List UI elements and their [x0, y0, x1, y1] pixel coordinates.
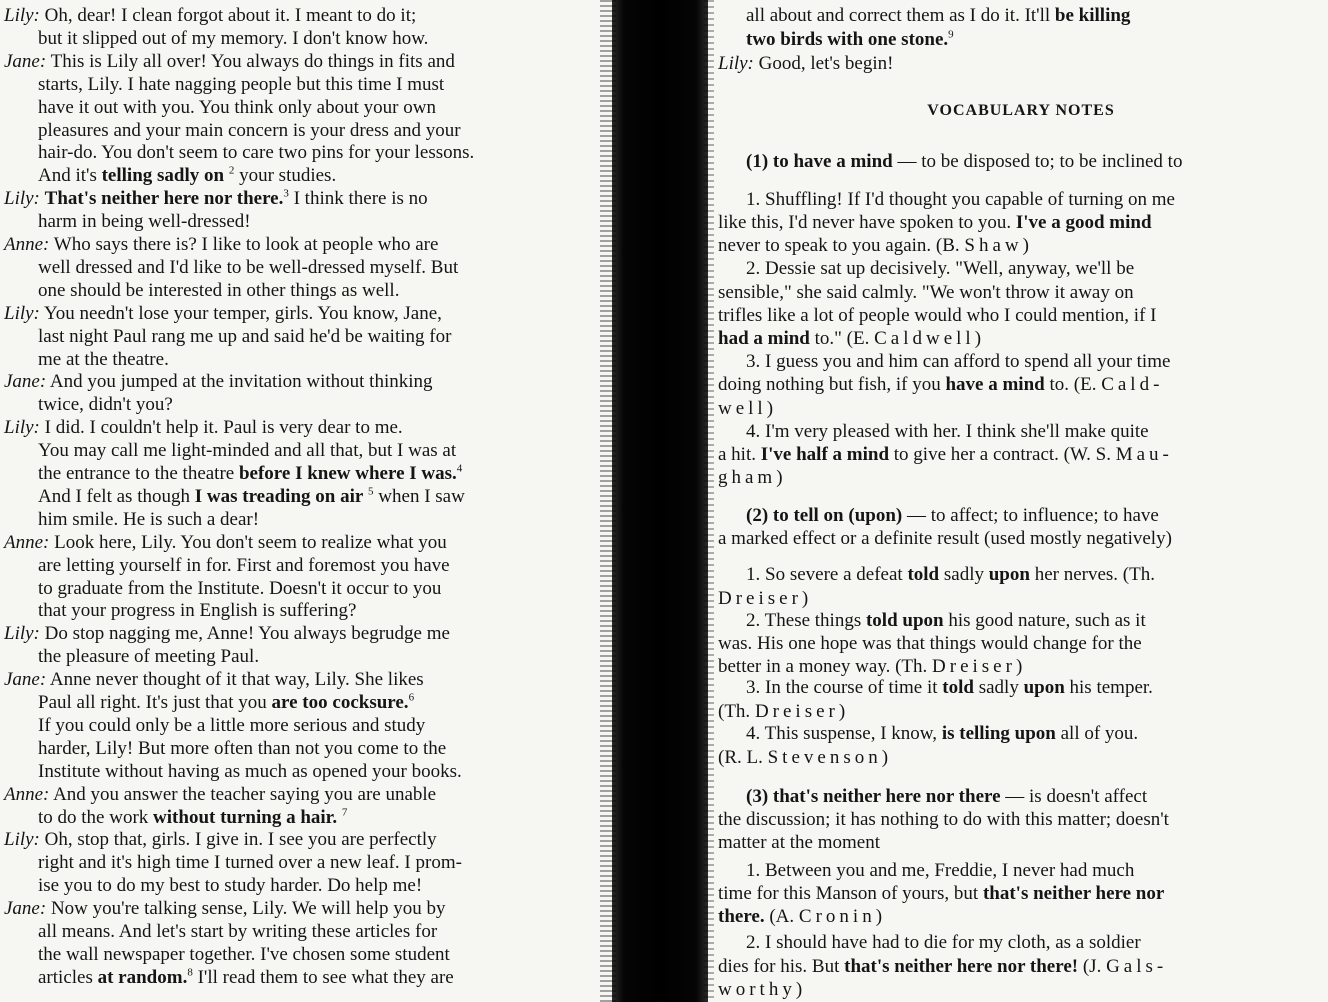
text-run: Caldwell: [874, 328, 975, 349]
text-run: right and it's high time I turned over a new leaf. I prom-: [38, 852, 462, 874]
dialogue-line: [38, 760, 616, 783]
dialogue-line: [38, 714, 616, 737]
text-run: 4. This suspense, I know,: [746, 723, 942, 744]
text-run: the entrance to the theatre: [38, 463, 239, 484]
text-line: [746, 350, 1326, 373]
text-line: [718, 587, 1324, 610]
vocab-phrase: have a mind: [945, 374, 1045, 395]
vocab-phrase: two birds with one stone.: [746, 29, 949, 50]
vocab-phrase: (2) to tell on (upon): [746, 505, 903, 526]
text-run: his temper.: [1064, 677, 1153, 698]
text-run: Paul all right. It's just that you: [38, 692, 272, 713]
speaker-name: Lily:: [4, 417, 40, 439]
dialogue-line: [38, 851, 616, 874]
text-line: [718, 882, 1324, 905]
text-line: [746, 257, 1326, 280]
text-run: (Th.: [718, 701, 755, 722]
speaker-name: Anne:: [4, 234, 50, 255]
speaker-name: Lily:: [718, 53, 754, 74]
dialogue-line: [38, 508, 616, 531]
left-page: [0, 0, 616, 1002]
vocab-phrase: upon: [988, 564, 1030, 585]
text-line: [718, 746, 1324, 769]
text-run: Stevenson: [767, 747, 882, 768]
dialogue-line: [38, 119, 616, 142]
vocab-phrase: is telling upon: [941, 723, 1056, 744]
text-run: sensible," she said calmly. "We won't throw it away on: [718, 282, 1134, 303]
text-run: ): [776, 467, 783, 488]
text-run: never to speak to you again. (B.: [718, 235, 965, 256]
text-line: [746, 785, 1326, 808]
text-line: [718, 304, 1324, 327]
vocab-phrase: that's neither here nor: [982, 883, 1165, 904]
text-run: worthy: [718, 979, 796, 1000]
vocab-phrase: without turning a hair.: [153, 806, 338, 828]
text-run: I think there is no: [288, 188, 428, 210]
dialogue-line: [4, 4, 616, 27]
dialogue-line: [718, 52, 1324, 75]
text-run: well dressed and I'd like to be well-dressed myself. But: [38, 256, 459, 278]
text-run: him smile. He is such a dear!: [38, 508, 260, 530]
vocab-phrase: That's neither here nor there.: [44, 188, 284, 210]
dialogue-line: [38, 554, 616, 577]
speaker-name: Lily:: [4, 829, 40, 851]
text-run: but it slipped out of my memory. I don't know how.: [38, 27, 429, 49]
text-line: [718, 632, 1324, 655]
text-run: ): [875, 906, 883, 927]
speaker-name: Lily:: [4, 188, 40, 210]
text-run: trifles like a lot of people would who I could mention, if I: [718, 305, 1157, 326]
text-line: [718, 234, 1324, 257]
text-run: Mau-: [1115, 444, 1173, 465]
text-run: to graduate from the Institute. Doesn't it occur to you: [38, 577, 442, 599]
text-line: [718, 211, 1324, 234]
text-run: (R. L.: [718, 747, 768, 768]
dialogue-line: [38, 279, 616, 302]
text-run: Cronin: [798, 906, 876, 927]
text-run: (A.: [764, 906, 799, 927]
footnote-ref: 5: [368, 485, 374, 498]
text-run: And you answer the teacher saying you are unable: [53, 783, 437, 805]
text-line: [746, 931, 1326, 954]
text-run: I did. I couldn't help it. Paul is very dear to me.: [44, 417, 403, 439]
text-run: Who says there is? I like to look at people who are: [53, 234, 439, 255]
gutter-shadow-left: [600, 0, 616, 1002]
text-line: [718, 527, 1324, 550]
text-run: that your progress in English is suffering?: [38, 600, 357, 622]
text-run: ): [795, 979, 803, 1000]
text-run: when I saw: [373, 485, 465, 507]
text-run: the discussion; it has nothing to do with this matter; doesn't: [718, 809, 1169, 830]
text-run: — to be disposed to; to be inclined to: [892, 151, 1183, 172]
text-run: all about and correct them as I do it. It'll: [746, 5, 1055, 26]
vocab-phrase: are too cocksure.: [271, 692, 409, 713]
vocab-phrase: told: [907, 564, 940, 585]
vocab-phrase: at random.: [97, 966, 188, 988]
text-run: articles: [38, 966, 98, 988]
dialogue-line: [38, 737, 616, 760]
dialogue-line: [38, 393, 616, 416]
text-run: sadly: [939, 564, 989, 585]
dialogue-line: [38, 943, 616, 966]
text-run: ): [1022, 235, 1029, 256]
footnote-ref: 3: [283, 187, 289, 200]
section-heading: VOCABULARY NOTES: [927, 102, 1115, 119]
book-gutter: [612, 0, 708, 1002]
vocab-phrase: had a mind: [718, 328, 810, 349]
dialogue-line: [38, 164, 616, 187]
text-line: [718, 700, 1324, 723]
dialogue-line: [38, 645, 616, 668]
text-run: — is doesn't affect: [1000, 786, 1148, 807]
text-run: 4. I'm very pleased with her. I think she'll make quite: [746, 421, 1149, 442]
text-run: Now you're talking sense, Lily. We will help you by: [50, 898, 446, 920]
dialogue-line: [38, 256, 616, 279]
text-run: If you could only be a little more serious and study: [38, 714, 426, 736]
text-run: to." (E.: [809, 328, 875, 349]
text-run: was. His one hope was that things would change for the: [718, 633, 1142, 654]
text-run: 2. Dessie sat up decisively. "Well, anyway, we'll be: [746, 258, 1135, 279]
gutter-shadow-right: [704, 0, 714, 1002]
text-run: ): [974, 328, 982, 349]
text-line: [746, 504, 1326, 527]
vocab-phrase: that's neither here nor there!: [844, 956, 1079, 977]
text-line: [746, 150, 1326, 173]
text-run: to give her a contract. (W. S.: [889, 444, 1116, 465]
footnote-ref: 2: [228, 164, 235, 177]
dialogue-line: [4, 370, 616, 393]
text-run: 1. Shuffling! If I'd thought you capable of turning on me: [746, 189, 1175, 210]
text-line: [746, 420, 1326, 443]
dialogue-line: [38, 874, 616, 897]
text-run: 2. I should have had to die for my cloth, as a soldier: [746, 932, 1141, 953]
dialogue-line: [38, 485, 616, 508]
dialogue-line: [38, 141, 616, 164]
dialogue-line: [38, 806, 616, 829]
footnote-ref: 9: [948, 28, 954, 41]
text-run: time for this Manson of yours, but: [718, 883, 983, 904]
text-run: are letting yourself in for. First and foremost you have: [38, 554, 450, 576]
text-run: 3. In the course of time it: [746, 677, 943, 698]
text-run: Gals-: [1106, 956, 1168, 977]
vocab-phrase: upon: [1023, 677, 1065, 698]
dialogue-line: [38, 348, 616, 371]
speaker-name: Anne:: [4, 783, 50, 805]
text-run: like this, I'd never have spoken to you.: [718, 212, 1016, 233]
text-run: You needn't lose your temper, girls. You know, Jane,: [43, 302, 442, 324]
text-run: better in a money way. (Th.: [718, 656, 933, 677]
text-line: [746, 609, 1326, 632]
text-line: [746, 4, 1326, 27]
text-run: Institute without having as much as opened your books.: [38, 760, 462, 782]
dialogue-line: [38, 27, 616, 50]
text-run: 2. These things: [746, 610, 866, 631]
text-run: a marked effect or a definite result (used mostly negatively): [718, 528, 1172, 549]
dialogue-line: [38, 462, 616, 485]
dialogue-line: [4, 302, 616, 325]
text-run: 1. So severe a defeat: [746, 564, 908, 585]
text-line: [718, 905, 1324, 928]
text-run: all means. And let's start by writing these articles for: [38, 921, 438, 942]
text-run: And it's: [38, 165, 102, 187]
vocab-phrase: I was treading on air: [194, 485, 364, 507]
text-line: [746, 188, 1326, 211]
text-run: all of you.: [1055, 723, 1139, 744]
text-run: dies for his. But: [718, 956, 845, 977]
text-run: ise you to do my best to study harder. Do help me!: [38, 875, 423, 897]
text-line: [746, 563, 1326, 586]
text-run: her nerves. (Th.: [1029, 564, 1155, 585]
text-run: your studies.: [234, 165, 337, 187]
vocab-phrase: (3) that's neither here nor there: [746, 786, 1001, 807]
text-run: This is Lily all over! You always do things in fits and: [50, 50, 455, 72]
text-run: Dreiser: [754, 701, 839, 722]
text-run: ): [766, 398, 774, 419]
dialogue-line: [38, 599, 616, 622]
text-run: ): [1015, 656, 1023, 677]
speaker-name: Lily:: [4, 5, 40, 26]
dialogue-line: [4, 233, 616, 256]
text-run: to. (E.: [1044, 374, 1102, 395]
text-line: [718, 978, 1324, 1001]
vocab-phrase: told upon: [865, 610, 944, 631]
dialogue-line: [38, 325, 616, 348]
dialogue-line: [4, 50, 616, 73]
text-run: 3. I guess you and him can afford to spend all your time: [746, 351, 1171, 372]
speaker-name: Jane:: [4, 898, 47, 920]
text-line: [718, 397, 1324, 420]
right-page: [716, 0, 1326, 1002]
dialogue-line: [38, 439, 616, 462]
dialogue-line: [4, 783, 616, 806]
text-run: I'll read them to see what they are: [192, 966, 454, 988]
text-line: [718, 466, 1324, 489]
text-run: his good nature, such as it: [943, 610, 1146, 631]
text-run: Oh, dear! I clean forgot about it. I meant to do it;: [44, 5, 417, 26]
text-line: [718, 443, 1324, 466]
dialogue-line: [4, 828, 616, 851]
text-run: well: [718, 398, 767, 419]
dialogue-line: [4, 416, 616, 439]
text-run: the pleasure of meeting Paul.: [38, 646, 260, 668]
footnote-ref: 4: [456, 462, 463, 475]
text-run: Oh, stop that, girls. I give in. I see you are perfectly: [44, 829, 437, 851]
text-line: [718, 808, 1324, 831]
dialogue-line: [38, 966, 616, 989]
speaker-name: Lily:: [4, 302, 40, 324]
text-run: last night Paul rang me up and said he'd be waiting for: [38, 325, 452, 347]
dialogue-line: [38, 210, 616, 233]
text-run: Shaw: [964, 235, 1023, 256]
text-run: starts, Lily. I hate nagging people but this time I must: [38, 73, 445, 95]
dialogue-line: [4, 897, 616, 920]
text-line: [718, 281, 1324, 304]
text-line: [718, 373, 1324, 396]
text-run: (J.: [1078, 956, 1107, 977]
text-run: ): [801, 588, 809, 609]
dialogue-line: [38, 691, 616, 714]
text-line: [746, 28, 1326, 51]
text-run: me at the theatre.: [38, 348, 169, 370]
text-line: [718, 655, 1324, 678]
text-run: ): [881, 747, 889, 768]
text-run: have it out with you. You think only about your own: [38, 96, 436, 118]
vocab-phrase: (1) to have a mind: [746, 151, 893, 172]
footnote-ref: 6: [408, 691, 415, 704]
text-run: And I felt as though: [38, 485, 195, 507]
vocab-phrase: there.: [718, 906, 765, 927]
text-run: to do the work: [38, 806, 154, 828]
text-line: [718, 955, 1324, 978]
vocab-phrase: before I knew where I was.: [238, 463, 457, 484]
dialogue-line: [38, 920, 616, 943]
text-line: [746, 722, 1326, 745]
vocab-phrase: I've half a mind: [760, 444, 890, 465]
text-run: Good, let's begin!: [758, 53, 894, 74]
dialogue-line: [4, 668, 616, 691]
text-run: hair-do. You don't seem to care two pins for your lessons.: [38, 142, 475, 164]
text-run: doing nothing but fish, if you: [718, 374, 946, 395]
text-run: ): [838, 701, 846, 722]
text-run: harder, Lily! But more often than not you come to the: [38, 737, 447, 759]
footnote-ref: 8: [187, 966, 193, 979]
text-run: Anne never thought of it that way, Lily. She likes: [49, 669, 424, 691]
speaker-name: Jane:: [4, 371, 47, 393]
text-run: harm in being well-dressed!: [38, 211, 251, 233]
dialogue-line: [4, 531, 616, 554]
text-run: a hit.: [718, 444, 761, 465]
text-run: one should be interested in other things as well.: [38, 279, 400, 301]
text-line: [718, 831, 1324, 854]
text-run: gham: [718, 467, 777, 488]
text-run: the wall newspaper together. I've chosen some student: [38, 943, 450, 965]
text-line: [718, 327, 1324, 350]
text-run: Do stop nagging me, Anne! You always begrudge me: [44, 623, 450, 645]
text-run: You may call me light-minded and all that, but I was at: [38, 440, 457, 462]
text-run: 1. Between you and me, Freddie, I never had much: [746, 860, 1135, 881]
footnote-ref: 7: [341, 806, 348, 819]
text-run: sadly: [973, 677, 1024, 698]
text-line: [746, 859, 1326, 882]
vocab-phrase: be killing: [1054, 5, 1131, 26]
dialogue-line: [38, 577, 616, 600]
dialogue-line: [4, 622, 616, 645]
text-line: [746, 676, 1326, 699]
speaker-name: Lily:: [4, 623, 40, 645]
text-run: Dreiser: [718, 588, 802, 609]
dialogue-line: [38, 96, 616, 119]
speaker-name: Anne:: [4, 531, 50, 553]
dialogue-line: [38, 73, 616, 96]
vocab-phrase: I've a good mind: [1015, 212, 1152, 233]
text-run: twice, didn't you?: [38, 394, 173, 416]
vocab-phrase: told: [942, 677, 974, 698]
speaker-name: Jane:: [4, 50, 47, 72]
dialogue-line: [4, 187, 616, 210]
text-run: And you jumped at the invitation without thinking: [49, 371, 433, 393]
text-run: Look here, Lily. You don't seem to realize what you: [54, 531, 447, 553]
speaker-name: Jane:: [4, 669, 47, 691]
text-run: — to affect; to influence; to have: [902, 505, 1159, 526]
text-run: matter at the moment: [718, 832, 880, 853]
vocab-phrase: telling sadly on: [101, 165, 225, 187]
text-run: pleasures and your main concern is your dress and your: [38, 119, 461, 141]
text-run: Dreiser: [932, 656, 1016, 677]
text-run: Cald-: [1101, 374, 1164, 395]
